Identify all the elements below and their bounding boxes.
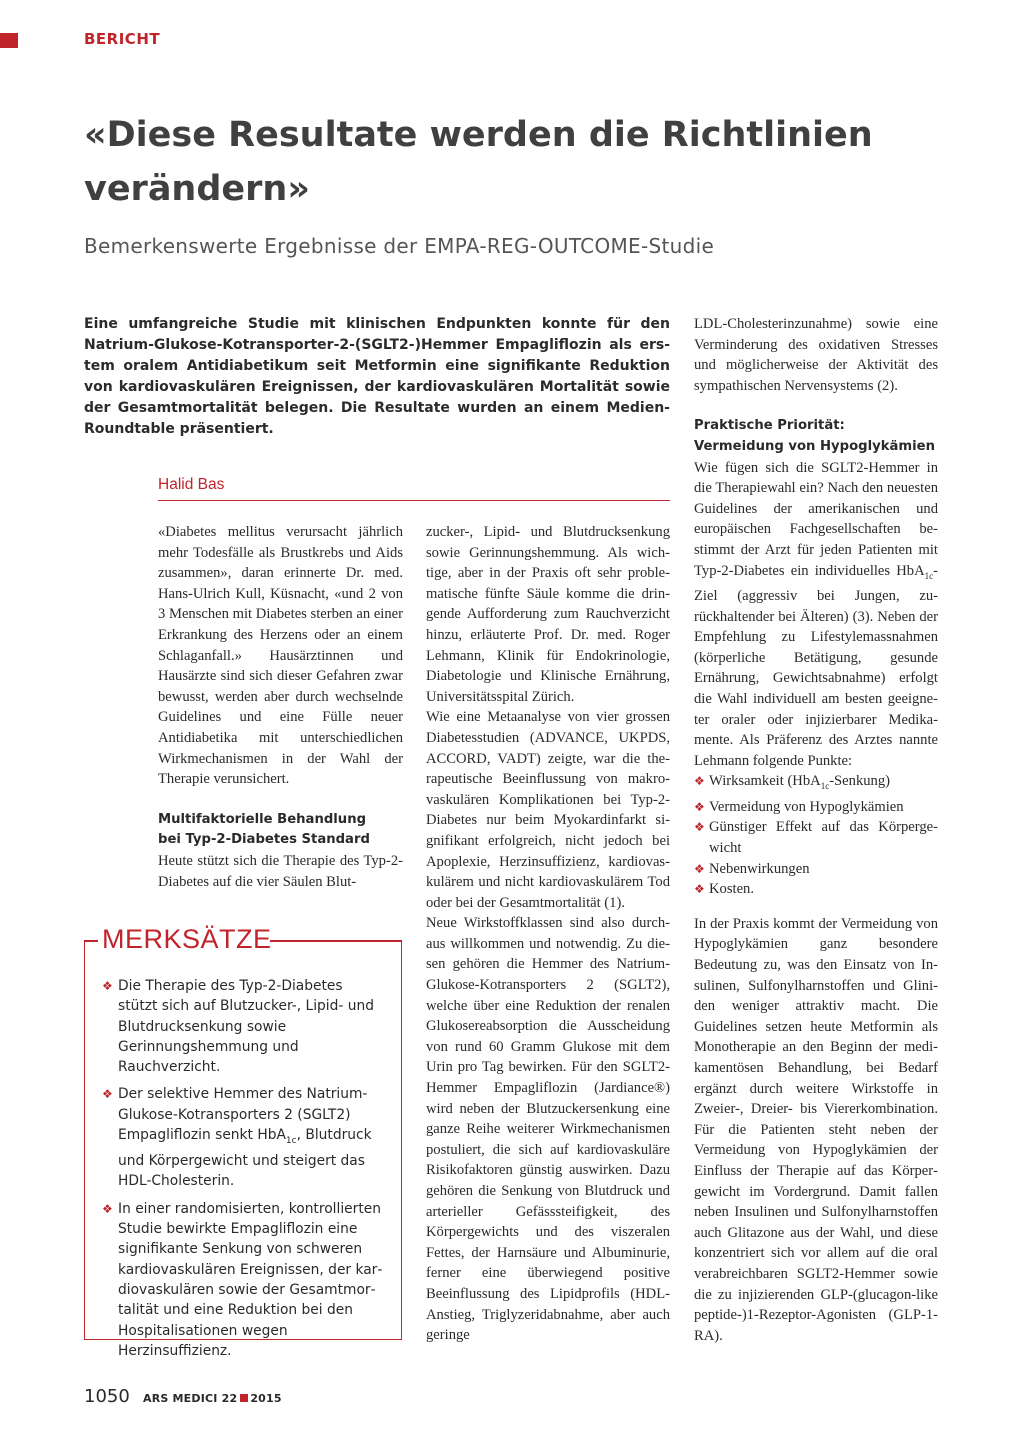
article-subtitle: Bemerkenswerte Ergebnisse der EMPA-REG-OUTCOME-Studie bbox=[84, 234, 715, 258]
list-item: ❖ Günstiger Effekt auf das Körpergewicht bbox=[694, 819, 938, 857]
section-rubric: BERICHT bbox=[84, 30, 161, 48]
page-number: 1050 bbox=[84, 1386, 130, 1407]
diamond-bullet-icon: ❖ bbox=[102, 1201, 113, 1216]
journal-reference: ARS MEDICI 22 2015 bbox=[143, 1392, 282, 1405]
list-item: ❖ Nebenwirkungen bbox=[694, 859, 938, 880]
paragraph: Wie fügen sich die SGLT2-Hemmer in die Therapiewahl ein? Nach den neuesten Guidelines der amerikanischen und europäischen Fachgesellschaften bestimmt der Arzt für jeden Patienten mit Typ-2-Diabetes ein individuelles HbA$_{1c}$-Ziel (aggressiv bei Jungen, zurückhaltender bei Älteren) (3). Neben der Empfehlung zu Lifestylemassnahmen (körperliche Betätigung, gesunde Ernährung, Gewichtsabnahme) erfolgt die Wahl individuell am besten geeigneter oraler oder injizierbarer Medikamente. Als Präferenz des Arztes nannte Lehmann folgende Punkte: bbox=[694, 459, 938, 769]
section-heading: Praktische Priorität: Vermeidung von Hypoglykämien bbox=[694, 418, 935, 454]
paragraph: «Diabetes mellitus verursacht jährlich mehr Todesfälle als Brustkrebs und Aids zusammen», daran erinnerte Dr. med. Hans-Ulrich Kull, Küsnacht, «und 2 von 3 Menschen mit Diabetes sterben an einer Erkrankung des Herzens oder an einem Schlaganfall.» Hausärztinnen und Hausärzte sind sich dieser Gefahren zwar bewusst, werden aber durch wechselnde Guidelines und eine Fülle neuer Antidiabetika mit unterschiedlichen Wirkmechanismen in der Wahl der Therapie verunsichert. bbox=[158, 524, 403, 788]
author-name: Halid Bas bbox=[158, 476, 225, 493]
section-heading: Multifaktorielle Behandlung bei Typ-2-Diabetes Standard bbox=[158, 811, 370, 848]
diamond-bullet-icon: ❖ bbox=[694, 861, 705, 876]
paragraph: LDL-Cholesterinzunahme) sowie eine Verminderung des oxidativen Stresses und möglicherweise der Aktivität des sympathischen Nervensystems (2). bbox=[694, 316, 938, 394]
paragraph: Wie eine Metaanalyse von vier grossen Diabetesstudien (ADVANCE, UKPDS, ACCORD, VADT) zeigte, war die therapeutische Beeinflussung von makrovaskulären Komplikationen bei Typ-2-Diabetes nur beim Myokardinfarkt signifikant erfolgreich, nicht jedoch bei Apoplexie, Herzinsuffizienz, kardiovaskulärem und nicht kardiovaskulärem Tod oder bei der Gesamtmortalität (1). bbox=[426, 709, 670, 911]
paragraph: In der Praxis kommt der Vermeidung von Hypoglykämien ganz besondere Bedeutung zu, was den Einsatz von Insulinen, Sulfonylharnstoffen und Gliniden weniger attraktiv macht. Die Guidelines setzen heute Metformin als Monotherapie an den Beginn der medikamentösen Behandlung, bei Bedarf ergänzt durch weitere Wirkstoffe in Zweier-, Dreier- bis Viererkombination. Für die Patienten steht neben der Vermeidung von Hypoglykämien der Einfluss der Therapie auf das Körpergewicht im Vordergrund. Damit fallen neben Insulinen und Sulfonylharnstoffen auch Glitazone aus der Wahl, und diese konzentriert sich vor allem auf die oral verabreichbaren SGLT2-Hemmer sowie die zu injizierenden GLP-(glucagon-like peptide-)1-Rezeptor-Agonisten (GLP-1-RA). bbox=[694, 915, 938, 1344]
article-lead: Eine umfangreiche Studie mit klinischen Endpunkten konnte für den Natrium-Glukose-Kotransporter-2-(SGLT2-)Hemmer Empagliflozin als erstem oralem Antidiabetikum seit Metformin eine signifikante Reduktion von kardiovaskulären Ereignissen, der kardiovaskulären Mortalität sowie der Gesamtmortalität belegen. Die Resultate wurden an einem Medien-Roundtable präsentiert. bbox=[84, 316, 670, 437]
key-points-list bbox=[102, 976, 384, 1368]
paragraph: Neue Wirkstoffklassen sind also durchaus willkommen und notwendig. Zu diesen gehören die Hemmer des Natrium-Glukose-Kotransporters 2 (SGLT2), welche über eine Reduktion der renalen Glukosereabsorption die Ausscheidung von rund 60 Gramm Glukose mit dem Urin pro Tag bewirken. Für den SGLT2-Hemmer Empagliflozin (Jardiance®) wird neben der Blutzuckersenkung eine ganze Reihe weiterer Wirkmechanismen postuliert, die sich auf kardiovaskuläre Risikofaktoren günstig auswirken. Dazu gehören die Senkung von Blutdruck und arterieller Gefässsteifigkeit, des Körpergewichts und des viszeralen Fettes, der Harnsäure und Albuminurie, ferner eine überwiegend positive Beeinflussung des Lipidprofils (HDL-Anstieg, Triglyzeridabnahme, aber auch geringe bbox=[426, 915, 670, 1344]
text-column-3 bbox=[694, 314, 938, 1346]
diamond-bullet-icon: ❖ bbox=[694, 774, 705, 789]
text-column-2 bbox=[426, 522, 670, 1346]
text-column-1 bbox=[158, 522, 403, 892]
diamond-bullet-icon: ❖ bbox=[694, 799, 705, 814]
list-item: ❖ Der selektive Hemmer des Natrium-Glukose-Kotransporters 2 (SGLT2) Empagliflozin senkt HbA$_{1c}$, Blutdruck und Körpergewicht und steigert das HDL-Cholesterin. bbox=[102, 1086, 372, 1190]
list-item: ❖ In einer randomisierten, kontrollierten Studie bewirkte Empagliflozin eine signifikante Senkung von schweren kardiovaskulären Ereignissen, der kardiovaskulären sowie der Gesamtmortalität und eine Reduktion bei den Hospitalisationen wegen Herzinsuffizienz. bbox=[102, 1200, 383, 1359]
key-points-title: MERKSÄTZE bbox=[102, 924, 272, 954]
author-divider bbox=[158, 500, 670, 501]
paragraph: zucker-, Lipid- und Blutdrucksenkung sowie Gerinnungshemmung. Als wichtige, aber in der Praxis oft sehr problematische fünfte Säule komme die dringende Aufforderung zum Rauchverzicht hinzu, erläuterte Prof. Dr. med. Roger Lehmann, Klinik für Endokrinologie, Diabetologie und Klinische Ernährung, Universitätsspital Zürich. bbox=[426, 524, 670, 705]
criteria-list bbox=[694, 771, 938, 899]
diamond-bullet-icon: ❖ bbox=[694, 820, 705, 835]
list-item: ❖ Wirksamkeit (HbA$_{1c}$-Senkung) bbox=[694, 773, 890, 792]
diamond-bullet-icon: ❖ bbox=[102, 979, 113, 993]
article-title: «Diese Resultate werden die Richtlinien verändern» bbox=[84, 115, 873, 209]
box-border-segment bbox=[84, 940, 98, 942]
separator-square bbox=[240, 1394, 248, 1402]
list-item: ❖ Vermeidung von Hypoglykämien bbox=[694, 797, 938, 818]
list-item: ❖ Kosten. bbox=[694, 879, 938, 900]
list-item: ❖ Die Therapie des Typ-2-Diabetes stützt sich auf Blutzucker-, Lipid- und Blutdrucksenkung sowie Gerinnungshemmung und Rauchverzicht. bbox=[102, 978, 374, 1076]
diamond-bullet-icon: ❖ bbox=[102, 1087, 113, 1102]
box-border-segment bbox=[270, 940, 402, 942]
diamond-bullet-icon: ❖ bbox=[694, 882, 705, 897]
paragraph: Heute stützt sich die Therapie des Typ-2-Diabetes auf die vier Säulen Blut- bbox=[158, 852, 403, 890]
rubric-marker bbox=[0, 33, 18, 48]
